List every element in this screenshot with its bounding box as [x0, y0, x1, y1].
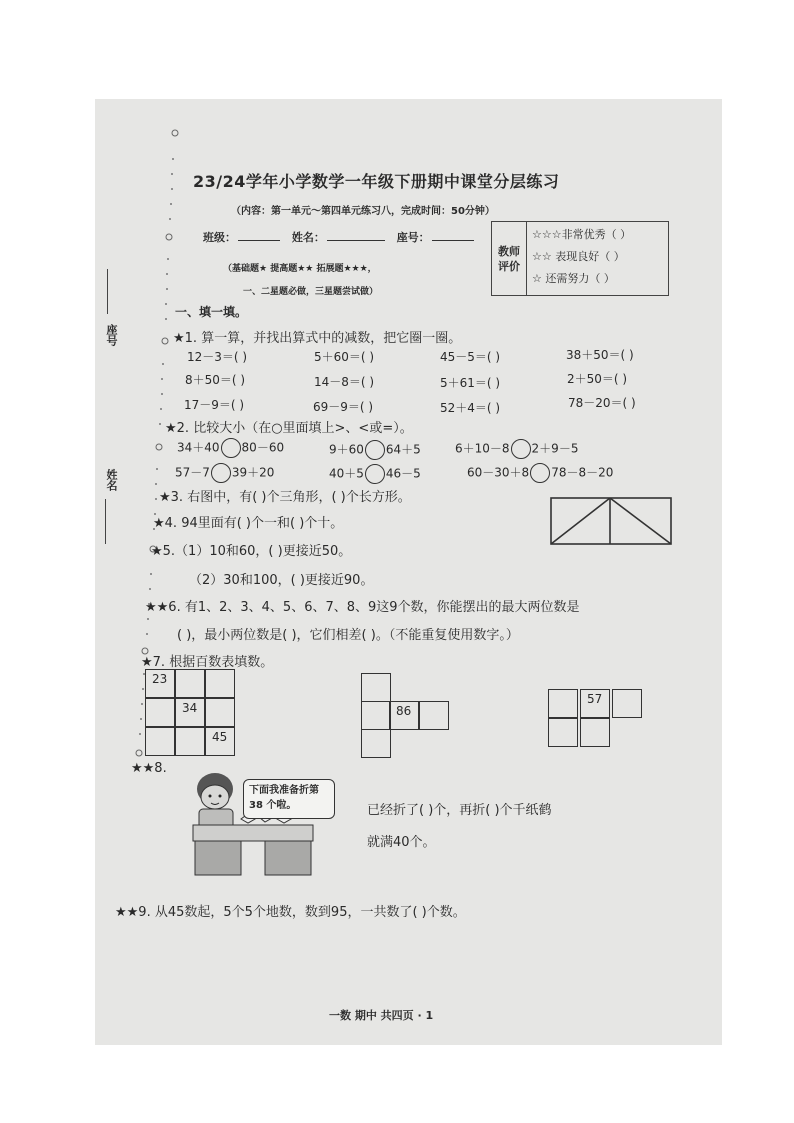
compare-circle[interactable]	[365, 464, 385, 484]
exam-paper	[95, 99, 722, 1045]
q1-prompt: ★1. 算一算，并找出算式中的减数，把它圈一圈。	[173, 331, 462, 346]
q1-item[interactable]: 45－5＝( )	[440, 350, 501, 364]
q4-text[interactable]: ★4. 94里面有( )个一和( )个十。	[153, 516, 344, 531]
compare-circle[interactable]	[530, 463, 550, 483]
grid-cell[interactable]	[205, 698, 235, 727]
rating-label: 教师 评价	[492, 222, 527, 295]
page-footer: 一数 期中 共四页 · 1	[329, 1009, 434, 1022]
q1-item[interactable]: 12－3＝( )	[187, 350, 248, 364]
q9-text[interactable]: ★★9. 从45数起，5个5个地数，数到95，一共数了( )个数。	[115, 905, 466, 920]
q1-item[interactable]: 8＋50＝( )	[185, 373, 246, 387]
q2-item: 40＋5 46－5	[329, 464, 421, 484]
exam-subtitle: （内容：第一单元～第四单元练习八，完成时间：50分钟）	[231, 206, 495, 217]
side-name-line	[105, 499, 106, 544]
grid-cell[interactable]	[175, 727, 205, 756]
compare-circle[interactable]	[365, 440, 385, 460]
side-name-label: 姓名	[105, 469, 118, 491]
rating-good[interactable]: ☆☆ 表现良好（ ）	[532, 250, 625, 263]
side-seat-line	[107, 269, 108, 314]
q8-line1[interactable]: 已经折了( )个，再折( )个千纸鹤	[367, 803, 552, 818]
speech-bubble: 下面我准备折第 38 个啦。	[243, 779, 335, 819]
q8-line2: 就满40个。	[367, 835, 436, 850]
compare-circle[interactable]	[221, 438, 241, 458]
q1-item[interactable]: 5＋61＝( )	[440, 376, 501, 390]
q1-item[interactable]: 38＋50＝( )	[566, 348, 634, 362]
grid-cell[interactable]	[612, 689, 642, 718]
side-seat-label: 座号	[105, 324, 118, 346]
grid-cell: 45	[205, 727, 235, 756]
grid-cell[interactable]	[145, 698, 175, 727]
grid-cell[interactable]	[548, 689, 578, 718]
compare-circle[interactable]	[511, 439, 531, 459]
level-requirement: 一、二星题必做，三星题尝试做）	[243, 287, 379, 297]
seat-label: 座号：	[396, 231, 430, 244]
name-field[interactable]	[327, 240, 385, 241]
teacher-rating-box	[491, 221, 669, 296]
grid-cell[interactable]	[548, 718, 578, 747]
q2-item: 60－30＋8 78－8－20	[467, 463, 613, 483]
q6-line2[interactable]: ( )，最小两位数是( )，它们相差( )。（不能重复使用数字。）	[177, 628, 519, 643]
grid-cell: 23	[145, 669, 175, 698]
grid-cell[interactable]	[145, 727, 175, 756]
grid-cell[interactable]	[361, 673, 391, 702]
grid-cell: 57	[580, 689, 610, 718]
q1-item[interactable]: 69－9＝( )	[313, 400, 374, 414]
grid-cell: 86	[389, 701, 419, 730]
level-legend: （基础题★ 提高题★★ 拓展题★★★，	[223, 264, 377, 274]
q2-prompt: ★2. 比较大小（在○里面填上>、<或=）。	[165, 421, 413, 436]
grid-cell[interactable]	[580, 718, 610, 747]
q1-item[interactable]: 14－8＝( )	[314, 375, 375, 389]
q1-item[interactable]: 17－9＝( )	[184, 398, 245, 412]
rating-improve[interactable]: ☆ 还需努力（ ）	[532, 272, 615, 285]
q1-item[interactable]: 2＋50＝( )	[567, 372, 628, 386]
grid-cell[interactable]	[419, 701, 449, 730]
q1-item[interactable]: 5＋60＝( )	[314, 350, 375, 364]
q3-text[interactable]: ★3. 右图中，有( )个三角形，( )个长方形。	[159, 490, 411, 505]
grid-cell[interactable]	[361, 729, 391, 758]
shape-figure	[550, 497, 672, 545]
q5-part1[interactable]: ★5.（1）10和60，( )更接近50。	[151, 544, 352, 559]
class-field[interactable]	[238, 240, 280, 241]
q2-item: 6＋10－8 2＋9－5	[455, 439, 578, 459]
grid-cell[interactable]	[205, 669, 235, 698]
rating-excellent[interactable]: ☆☆☆非常优秀（ ）	[532, 228, 632, 241]
q7-prompt: ★7. 根据百数表填数。	[141, 655, 274, 670]
grid-cell: 34	[175, 698, 205, 727]
compare-circle[interactable]	[211, 463, 231, 483]
grid-cell[interactable]	[361, 701, 391, 730]
q2-item: 9＋60 64＋5	[329, 440, 421, 460]
student-info	[203, 229, 482, 245]
section-title: 一、填一填。	[175, 305, 248, 319]
name-label: 姓名：	[291, 231, 325, 244]
q8-label: ★★8.	[131, 761, 167, 776]
q5-part2[interactable]: （2）30和100，( )更接近90。	[189, 573, 374, 588]
q2-item: 34＋40 80－60	[177, 438, 284, 458]
q2-item: 57－7 39＋20	[175, 463, 274, 483]
q1-item[interactable]: 78－20＝( )	[568, 396, 636, 410]
seat-field[interactable]	[432, 240, 474, 241]
class-label: 班级：	[203, 231, 236, 244]
q6-line1: ★★6. 有1、2、3、4、5、6、7、8、9这9个数，你能摆出的最大两位数是	[145, 600, 580, 615]
exam-title: 23/24学年小学数学一年级下册期中课堂分层练习	[193, 172, 560, 191]
grid-cell[interactable]	[175, 669, 205, 698]
q1-item[interactable]: 52＋4＝( )	[440, 401, 501, 415]
